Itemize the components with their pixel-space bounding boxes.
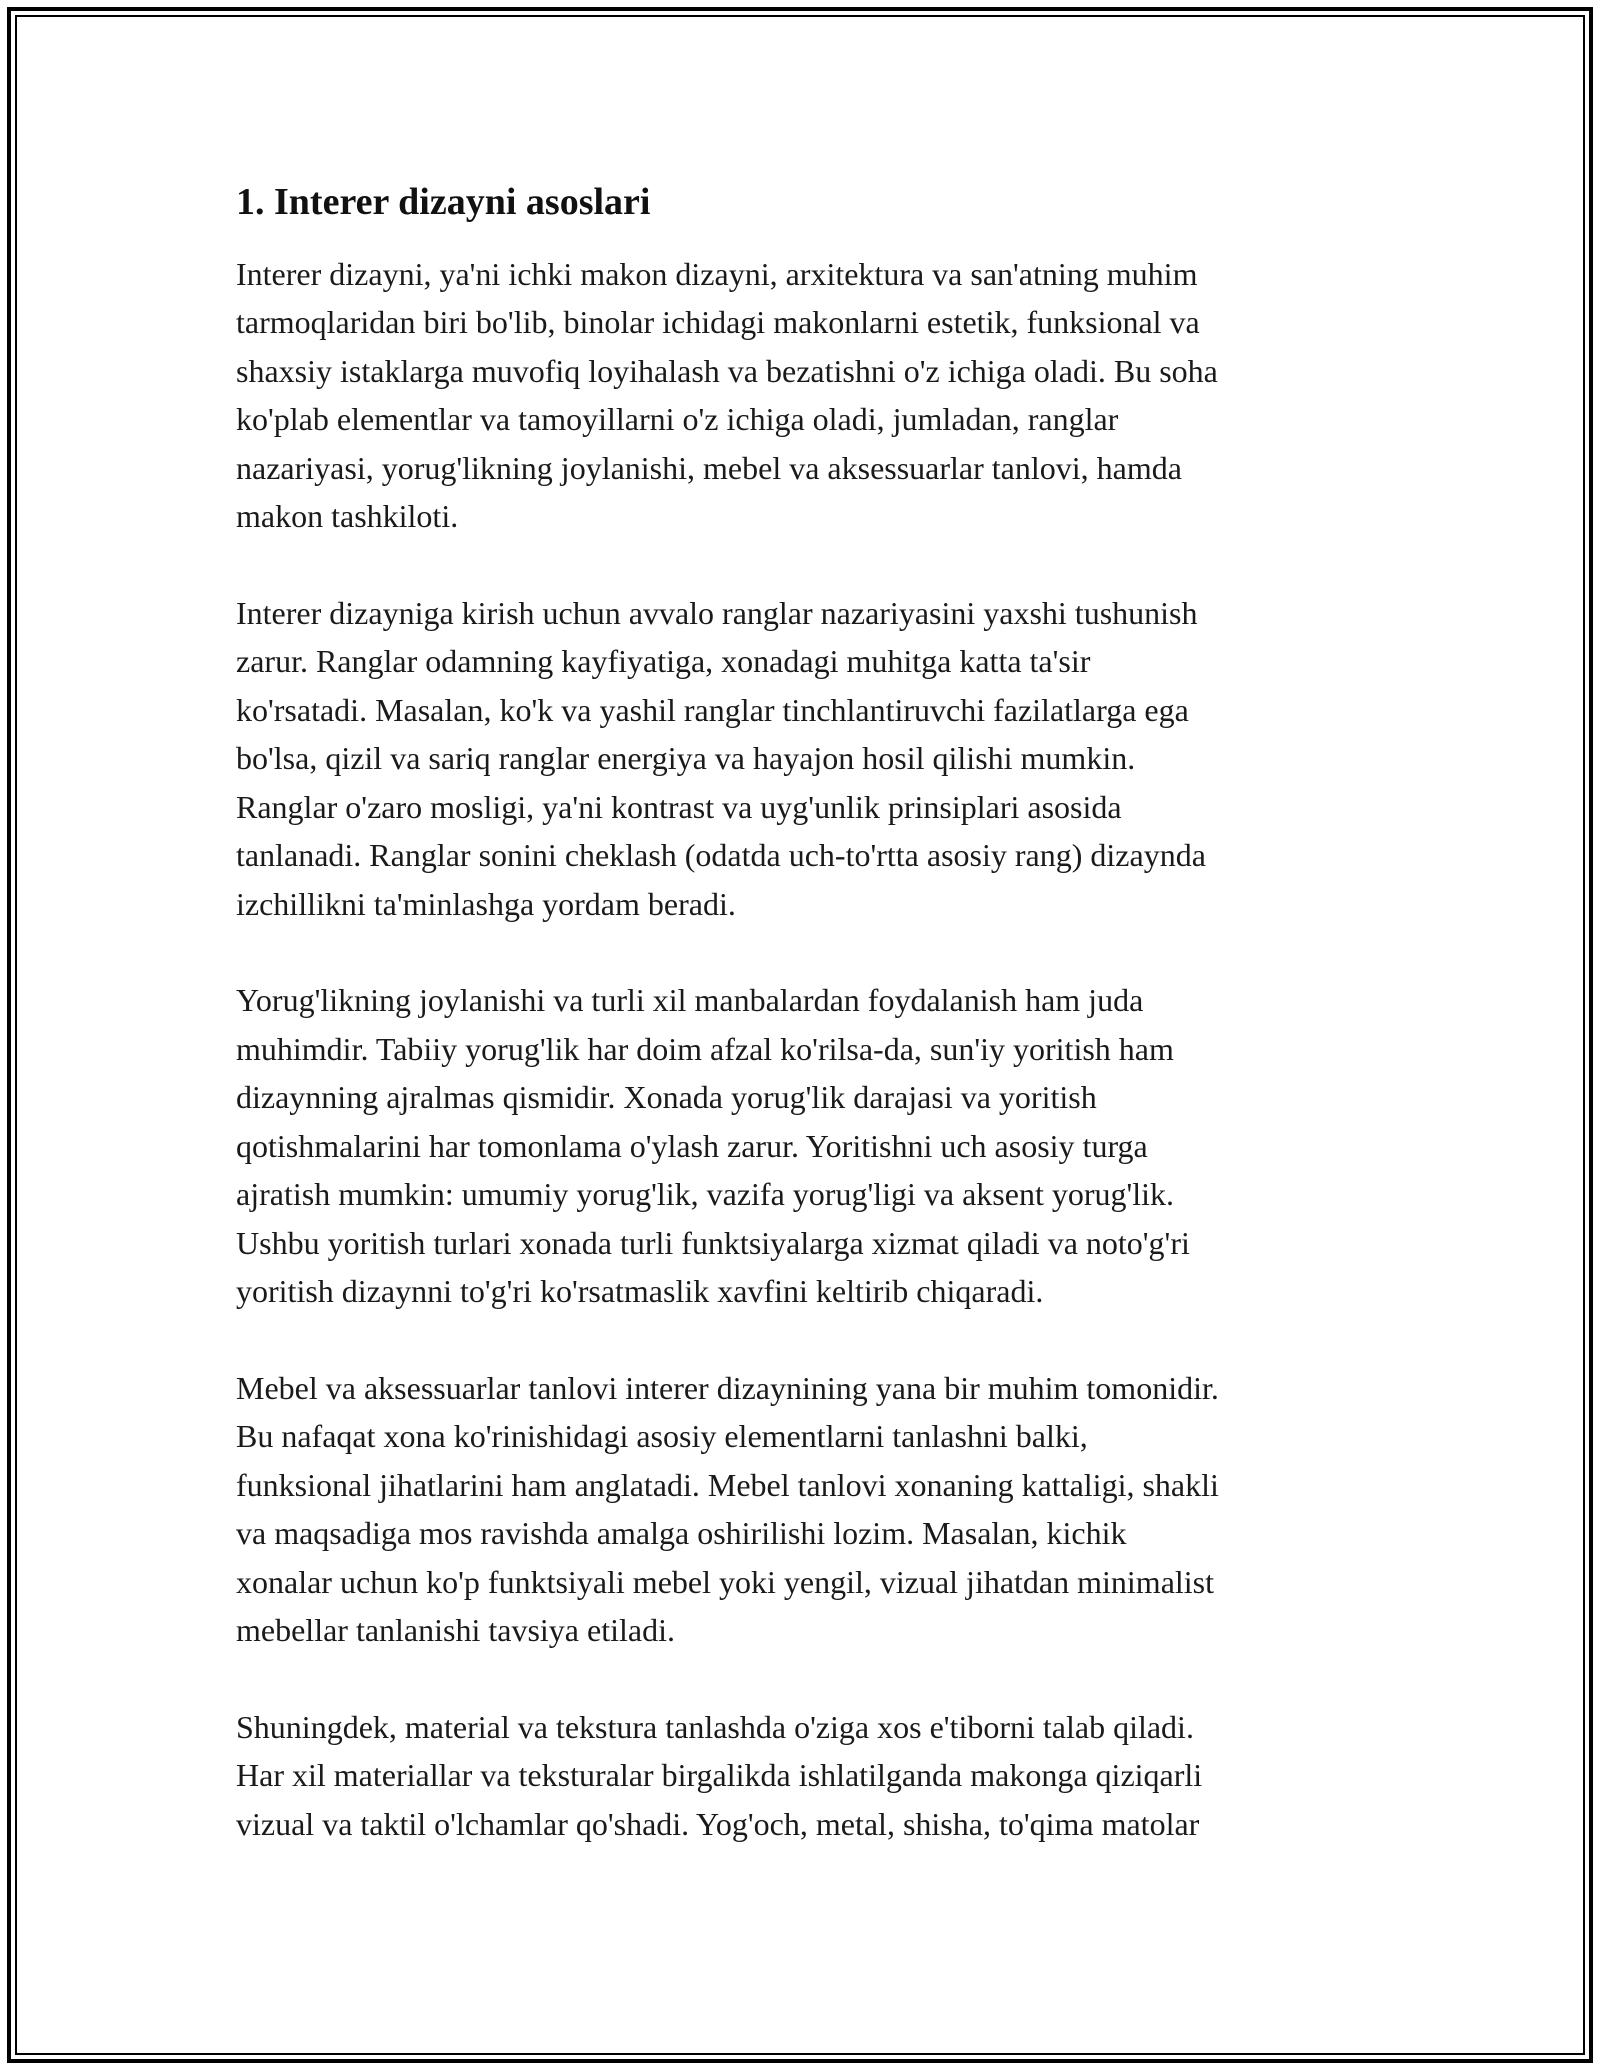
paragraph-furniture: Mebel va aksessuarlar tanlovi interer dizaynining yana bir muhim tomonidir. Bu nafaqat xona ko'rinishidagi asosiy elementlarni tanlashni balki, funksional jihatlarini ham anglatadi. Mebel tanlovi xonaning kattaligi, shakli va maqsadiga mos ravishda amalga oshirilishi lozim. Masalan, kichik xonalar uchun ko'p funktsiyali mebel yoki yengil, vizual jihatdan minimalist mebellar tanlanishi tavsiya etiladi. [236, 1369, 1219, 1649]
paragraph-lighting: Yorug'likning joylanishi va turli xil manbalardan foydalanish ham juda muhimdir. Tabiiy yorug'lik har doim afzal ko'rilsa-da, sun'iy yoritish ham dizaynning ajralmas qismidir. Xonada yorug'lik darajasi va yoritish qotishmalarini har tomonlama o'ylash zarur. Yoritishni uch asosiy turga ajratish mumkin: umumiy yorug'lik, vazifa yorug'ligi va aksent yorug'lik. Ushbu yoritish turlari xonada turli funktsiyalarga xizmat qiladi va noto'g'ri yoritish dizaynni to'g'ri ko'rsatmaslik xavfini keltirib chiqaradi. [236, 982, 1190, 1310]
section-title: 1. Interer dizayni asoslari [236, 181, 651, 223]
paragraph-color-theory: Interer dizayniga kirish uchun avvalo ranglar nazariyasini yaxshi tushunish zarur. Ranglar odamning kayfiyatiga, xonadagi muhitga katta ta'sir ko'rsatadi. Masalan, ko'k va yashil ranglar tinchlantiruvchi fazilatlarga ega bo'lsa, qizil va sariq ranglar energiya va hayajon hosil qilishi mumkin. Ranglar o'zaro mosligi, ya'ni kontrast va uyg'unlik prinsiplari asosida tanlanadi. Ranglar sonini cheklash (odatda uch-to'rtta asosiy rang) dizaynda izchillikni ta'minlashga yordam beradi. [236, 594, 1206, 922]
paragraph-intro: Interer dizayni, ya'ni ichki makon dizayni, arxitektura va san'atning muhim tarmoqlaridan biri bo'lib, binolar ichidagi makonlarni estetik, funksional va shaxsiy istaklarga muvofiq loyihalash va bezatishni o'z ichiga oladi. Bu soha ko'plab elementlar va tamoyillarni o'z ichiga oladi, jumladan, ranglar nazariyasi, yorug'likning joylanishi, mebel va aksessuarlar tanlovi, hamda makon tashkiloti. [236, 255, 1218, 535]
document-body [236, 180, 1366, 1896]
paragraph-materials: Shuningdek, material va tekstura tanlashda o'ziga xos e'tiborni talab qiladi. Har xil materiallar va teksturalar birgalikda ishlatilganda makonga qiziqarli vizual va taktil o'lchamlar qo'shadi. Yog'och, metal, shisha, to'qima matolar [236, 1708, 1203, 1842]
